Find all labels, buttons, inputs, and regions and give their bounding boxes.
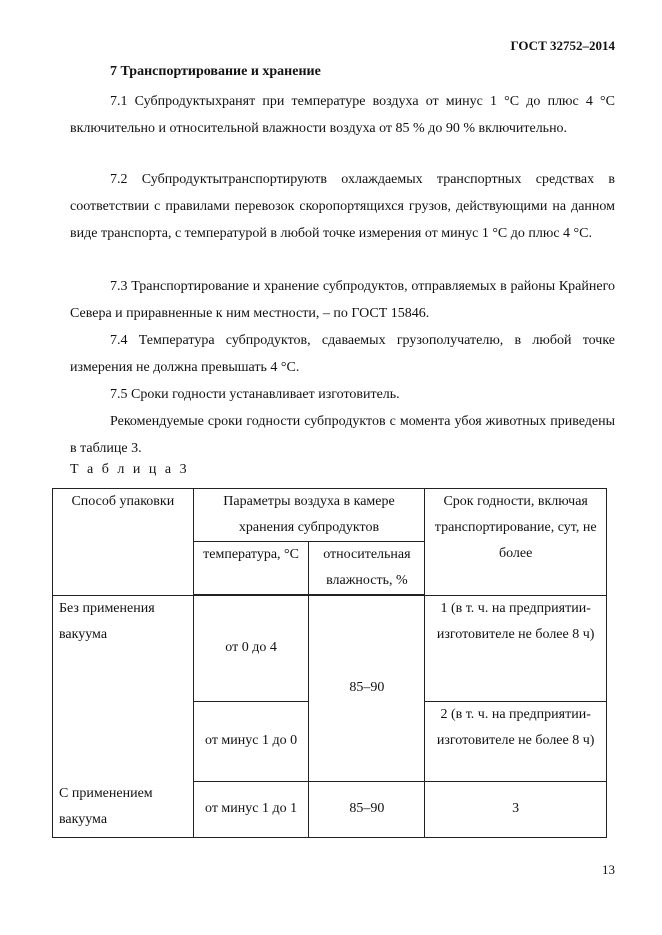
table-row (53, 595, 607, 701)
header-temperature: температура, °С (193, 542, 309, 596)
paragraph-7-3: 7.3 Транспортирование и хранение субпродуктов, отправляемых в районы Крайнего Севера и приравненные к ним местности, – по ГОСТ 15846. (70, 279, 615, 321)
cell-temperature: от минус 1 до 1 (193, 781, 309, 837)
paragraph-7-2: 7.2 Субпродуктытранспортируютв охлаждаемых транспортных средствах в соответствии с правилами перевозок скоропортящихся грузов, действующими на данном виде транспорта, с температурой в любой точке измерения от минус 1 °С до плюс 4 °С. (70, 172, 615, 241)
header-air-params: Параметры воздуха в камере хранения субпродуктов (193, 489, 425, 542)
cell-temperature: от 0 до 4 (193, 595, 309, 701)
cell-packaging: С применением вакуума (53, 781, 194, 837)
table-header-row (53, 489, 607, 542)
document-code-header: ГОСТ 32752–2014 (510, 38, 615, 53)
shelf-life-table (52, 488, 607, 838)
table-caption: Т а б л и ц а 3 (70, 462, 190, 477)
cell-packaging: Без применения вакуума (53, 595, 194, 781)
paragraph-recommended: Рекомендуемые сроки годности субпродуктов с момента убоя животных приведены в таблице 3. (70, 414, 615, 456)
cell-shelf-life: 2 (в т. ч. на предприятии-изготовителе не более 8 ч) (425, 701, 607, 781)
header-packaging: Способ упаковки (53, 489, 194, 596)
paragraph-7-1: 7.1 Субпродуктыхранят при температуре воздуха от минус 1 °С до плюс 4 °С включительно и относительной влажности воздуха от 85 % до 90 % включительно. (70, 94, 615, 136)
cell-humidity: 85–90 (309, 595, 425, 781)
cell-temperature: от минус 1 до 0 (193, 701, 309, 781)
cell-humidity: 85–90 (309, 781, 425, 837)
section-title: 7 Транспортирование и хранение (110, 64, 321, 79)
paragraph-7-5: 7.5 Сроки годности устанавливает изготовитель. (110, 387, 400, 402)
table-row (53, 781, 607, 837)
header-shelf-life: Срок годности, включая транспортирование, сут, не более (425, 489, 607, 596)
cell-shelf-life: 3 (425, 781, 607, 837)
page-number: 13 (602, 862, 615, 877)
header-humidity: относительная влажность, % (309, 542, 425, 596)
paragraph-7-4: 7.4 Температура субпродуктов, сдаваемых грузополучателю, в любой точке измерения не должна превышать 4 °С. (70, 333, 615, 375)
cell-shelf-life: 1 (в т. ч. на предприятии-изготовителе не более 8 ч) (425, 595, 607, 701)
